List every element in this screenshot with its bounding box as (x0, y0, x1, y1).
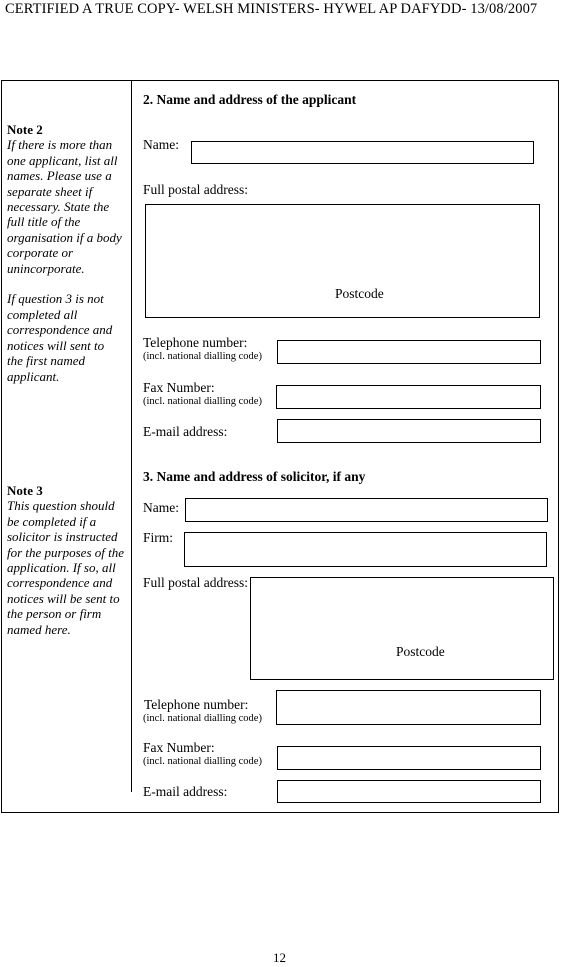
applicant-address-field[interactable] (145, 204, 540, 318)
note-3 (7, 483, 131, 637)
applicant-name-field[interactable] (191, 141, 534, 164)
solicitor-address-label: Full postal address: (143, 575, 248, 590)
solicitor-name-field[interactable] (185, 498, 548, 522)
section-2-heading: 2. Name and address of the applicant (143, 92, 357, 107)
solicitor-telephone-sublabel: (incl. national dialling code) (143, 713, 262, 724)
solicitor-firm-label: Firm: (143, 530, 174, 545)
applicant-postcode-label: Postcode (335, 286, 384, 301)
solicitor-email-field[interactable] (277, 780, 541, 803)
applicant-telephone-field[interactable] (277, 340, 541, 364)
applicant-name-label: Name: (143, 137, 179, 152)
page-number: 12 (273, 950, 286, 965)
section-3-heading: 3. Name and address of solicitor, if any (143, 469, 366, 484)
applicant-fax-label: Fax Number: (143, 380, 215, 395)
note-2-body: If there is more than one applicant, list all names. Please use a separate sheet if necessary. State the full title of the organisation if a body corporate or unincorporate. If question 3 is not completed all correspondence and notices will sent to the first named applicant. (7, 137, 122, 384)
applicant-telephone-label: Telephone number: (143, 335, 248, 350)
solicitor-email-label: E-mail address: (143, 784, 228, 799)
note-3-body: This question should be completed if a solicitor is instructed for the purposes of the application. If so, all correspondence and notices will be sent to the person or firm named here. (7, 498, 124, 637)
note-3-title: Note 3 (7, 483, 43, 498)
applicant-telephone-sublabel: (incl. national dialling code) (143, 351, 262, 362)
applicant-fax-field[interactable] (276, 385, 541, 409)
applicant-address-label: Full postal address: (143, 182, 248, 197)
applicant-email-field[interactable] (277, 419, 541, 443)
column-divider (131, 80, 132, 792)
note-2 (7, 122, 131, 384)
solicitor-fax-label: Fax Number: (143, 740, 215, 755)
solicitor-fax-field[interactable] (277, 746, 541, 770)
solicitor-firm-field[interactable] (184, 532, 547, 567)
solicitor-name-label: Name: (143, 500, 179, 515)
solicitor-address-field[interactable] (250, 577, 554, 680)
solicitor-telephone-field[interactable] (276, 690, 541, 725)
solicitor-telephone-label: Telephone number: (144, 697, 249, 712)
applicant-email-label: E-mail address: (143, 424, 228, 439)
solicitor-fax-sublabel: (incl. national dialling code) (143, 756, 262, 767)
applicant-fax-sublabel: (incl. national dialling code) (143, 396, 262, 407)
solicitor-postcode-label: Postcode (396, 644, 445, 659)
note-2-title: Note 2 (7, 122, 43, 137)
certified-copy-header: CERTIFIED A TRUE COPY- WELSH MINISTERS- HYWEL AP DAFYDD- 13/08/2007 (5, 1, 538, 17)
